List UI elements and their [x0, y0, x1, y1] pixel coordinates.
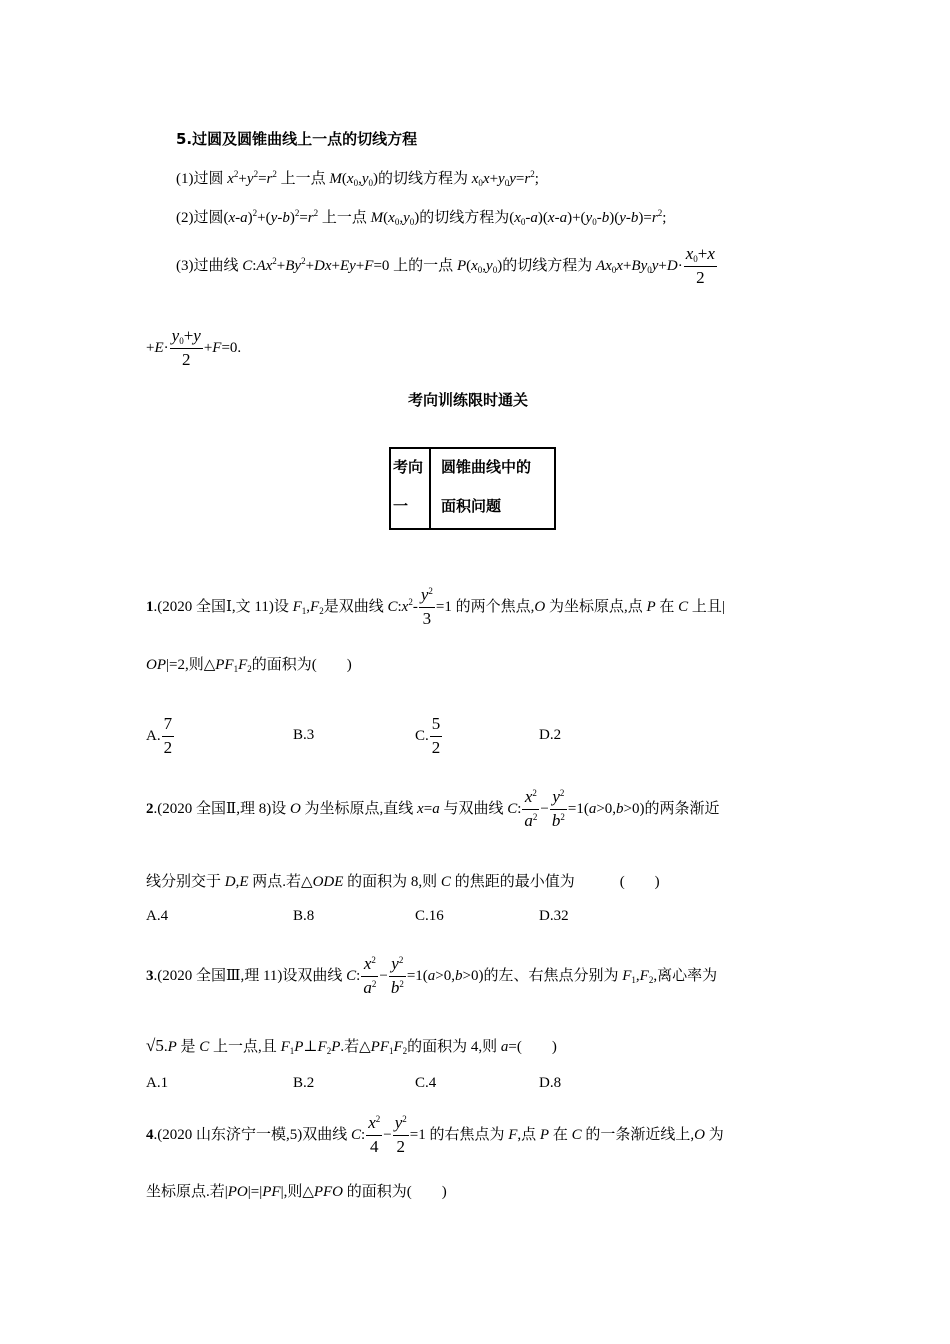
question-3-option-b: B.2	[293, 1075, 315, 1091]
question-2-option-b: B.8	[293, 908, 315, 924]
question-3-line-1: 3.(2020 全国Ⅲ,理 11)设双曲线 C: $\frac{x^2}{a^2}$ − $\frac{y^2}{b^2}$ =1(a>0,b>0)的左、右焦点分别为 $F_1,F_2$,离心率为	[146, 954, 718, 997]
topic-title-line2: 面积问题	[441, 497, 502, 515]
topic-box	[389, 447, 556, 530]
question-1-option-d: D.2	[539, 727, 562, 743]
question-2-option-d: D.32	[539, 908, 569, 924]
section-line-3: (3)过曲线 $C:Ax^2+By^2+Dx+Ey+F=0$ 上的一点 $P(x_0,y_0)$的切线方程为 $Ax_0x+By_0y+D\cdot$ $\frac{x_0+x}{2}$	[176, 244, 715, 287]
section-heading: 5.过圆及圆锥曲线上一点的切线方程	[176, 130, 418, 148]
question-4-line-1: 4.(2020 山东济宁一模,5)双曲线 C: $\frac{x^2}{4}$ − $\frac{y^2}{2}$ =1 的右焦点为 F,点 P 在 C 的一条渐近线上,O 为	[146, 1113, 724, 1156]
topic-label-line2: 一	[393, 497, 409, 515]
section-line-3-continued: +E· $\frac{y_0+y}{2}$ +F=0.	[146, 326, 242, 369]
question-3-option-a: A.1	[146, 1075, 169, 1091]
question-1-option-a: A. $\frac{7}{2}$	[146, 714, 173, 757]
question-1-option-b: B.3	[293, 727, 315, 743]
question-2-option-c: C.16	[415, 908, 444, 924]
section-line-1: (1)过圆 $x^2+y^2=r^2$ 上一点 $M(x_0,y_0)$的切线方程为 $x_0x+y_0y=r^2$;	[176, 169, 539, 188]
question-2-line-2: 线分别交于 D,E 两点.若△ODE 的面积为 8,则 C 的焦距的最小值为 ( )	[146, 874, 660, 890]
question-4-line-2: 坐标原点.若|PO|=|PF|,则△PFO 的面积为( )	[146, 1184, 447, 1200]
section-line-2: (2)过圆$(x-a)^2+(y-b)^2=r^2$ 上一点 $M(x_0,y_0)$的切线方程为$(x_0-a)(x-a)+(y_0-b)(y-b)=r^2$;	[176, 208, 667, 227]
question-3-option-c: C.4	[415, 1075, 437, 1091]
question-1-line-1: 1.(2020 全国Ⅰ,文 11)设 $F_1,F_2$是双曲线 $C:x^2-$ $\frac{y^2}{3}$ =1 的两个焦点,O 为坐标原点,点 P 在 C 上且|	[146, 585, 725, 628]
topic-label-line1: 考向	[393, 458, 424, 476]
topic-title-line1: 圆锥曲线中的	[441, 458, 532, 476]
question-3-option-d: D.8	[539, 1075, 562, 1091]
training-title: 考向训练限时通关	[408, 391, 529, 409]
question-2-option-a: A.4	[146, 908, 169, 924]
question-1-line-2: OP|=2,则$\triangle PF_1F_2$的面积为( )	[146, 657, 352, 674]
question-1-option-c: C. $\frac{5}{2}$	[415, 714, 441, 757]
question-2-line-1: 2.(2020 全国Ⅱ,理 8)设 O 为坐标原点,直线 x=a 与双曲线 C: $\frac{x^2}{a^2}$ − $\frac{y^2}{b^2}$ =1(a>0,b>0)的两条渐近	[146, 787, 720, 830]
question-3-line-2: √5.P 是 C 上一点,且 $F_1P\perp F_2P$.若$\triangle PF_1F_2$的面积为 4,则 a=( )	[146, 1036, 557, 1056]
